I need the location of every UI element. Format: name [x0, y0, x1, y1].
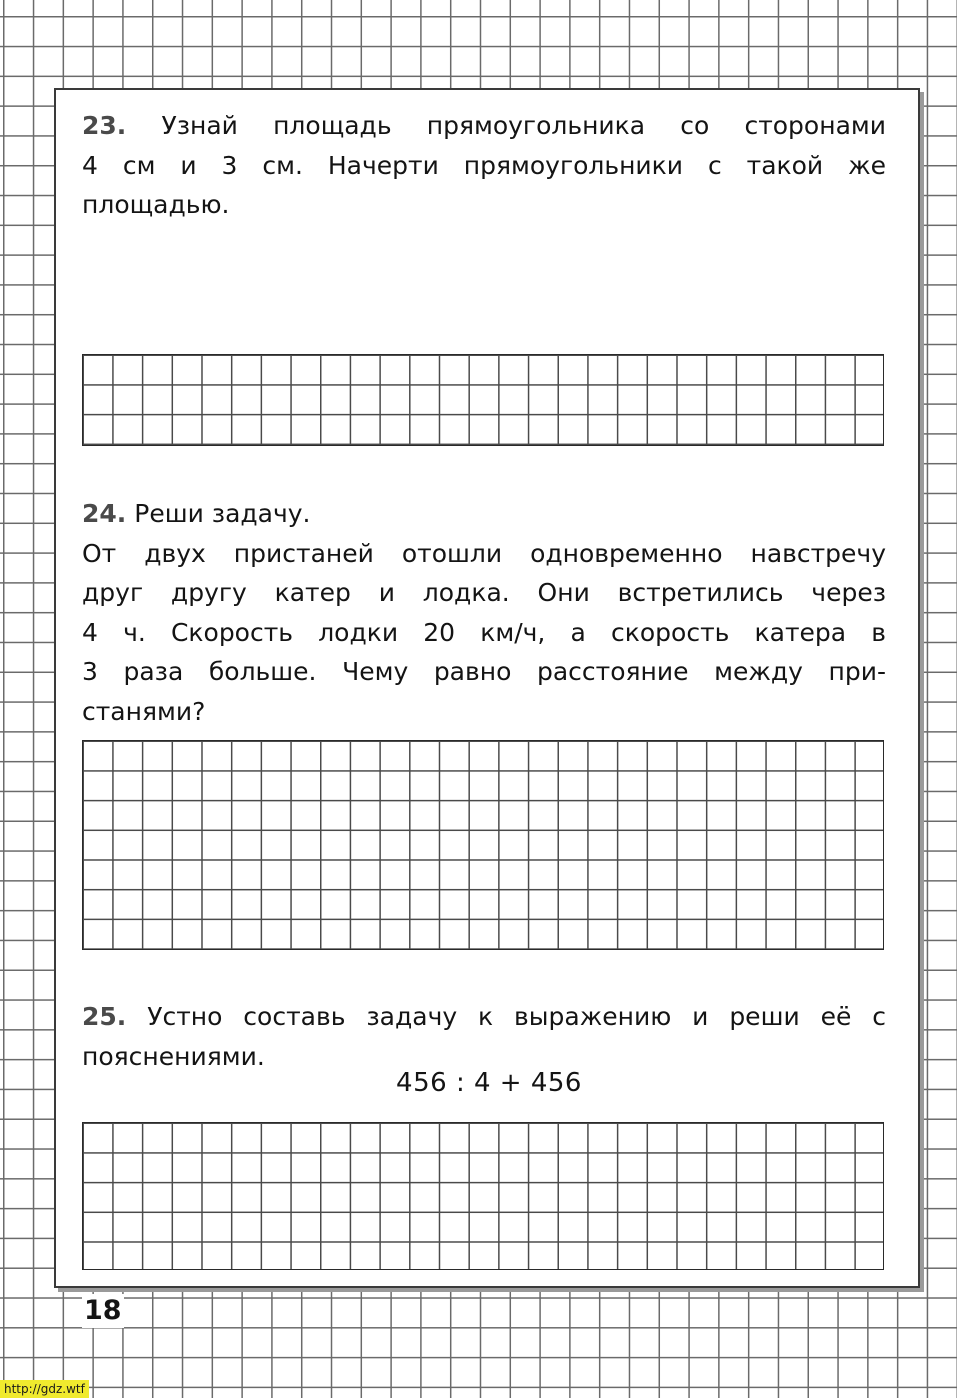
answer-grid-23[interactable]: [82, 354, 884, 446]
answer-grid-24[interactable]: [82, 740, 884, 950]
task-25: [82, 997, 886, 1076]
task-24-line-1: От двух пристаней отошли одновременно навстречу: [82, 538, 886, 568]
expression: 456 : 4 + 456: [396, 1068, 582, 1098]
task-24-line-2: друг другу катер и лодка. Они встретились через: [82, 578, 886, 607]
task-23-line-2: 4 см и 3 см. Начерти прямоугольники с такой же: [82, 150, 886, 180]
task-23-line-3: площадью.: [82, 190, 230, 219]
answer-grid-25[interactable]: [82, 1122, 884, 1270]
task-23: [82, 106, 886, 225]
task-25-line-1: 25. Устно составь задачу к выражению и реши её с: [82, 1002, 887, 1031]
task-24-heading: 24. Реши задачу.: [82, 499, 311, 528]
page-number: 18: [84, 1295, 122, 1326]
task-24-line-5: станями?: [82, 696, 206, 726]
task-23-line-1: 23. Узнай площадь прямоугольника со сторонами: [82, 111, 886, 140]
watermark-link[interactable]: http://gdz.wtf: [0, 1380, 89, 1398]
task-24: [82, 494, 886, 731]
task-24-number: 24.: [82, 499, 127, 528]
task-23-number: 23.: [82, 111, 127, 140]
task-24-line-4: 3 раза больше. Чему равно расстояние между при-: [82, 657, 886, 686]
task-25-number: 25.: [82, 1002, 127, 1031]
task-24-line-3: 4 ч. Скорость лодки 20 км/ч, а скорость катера в: [82, 617, 886, 647]
task-25-line-2: пояснениями.: [82, 1041, 265, 1071]
workbook-sheet: [54, 88, 920, 1288]
